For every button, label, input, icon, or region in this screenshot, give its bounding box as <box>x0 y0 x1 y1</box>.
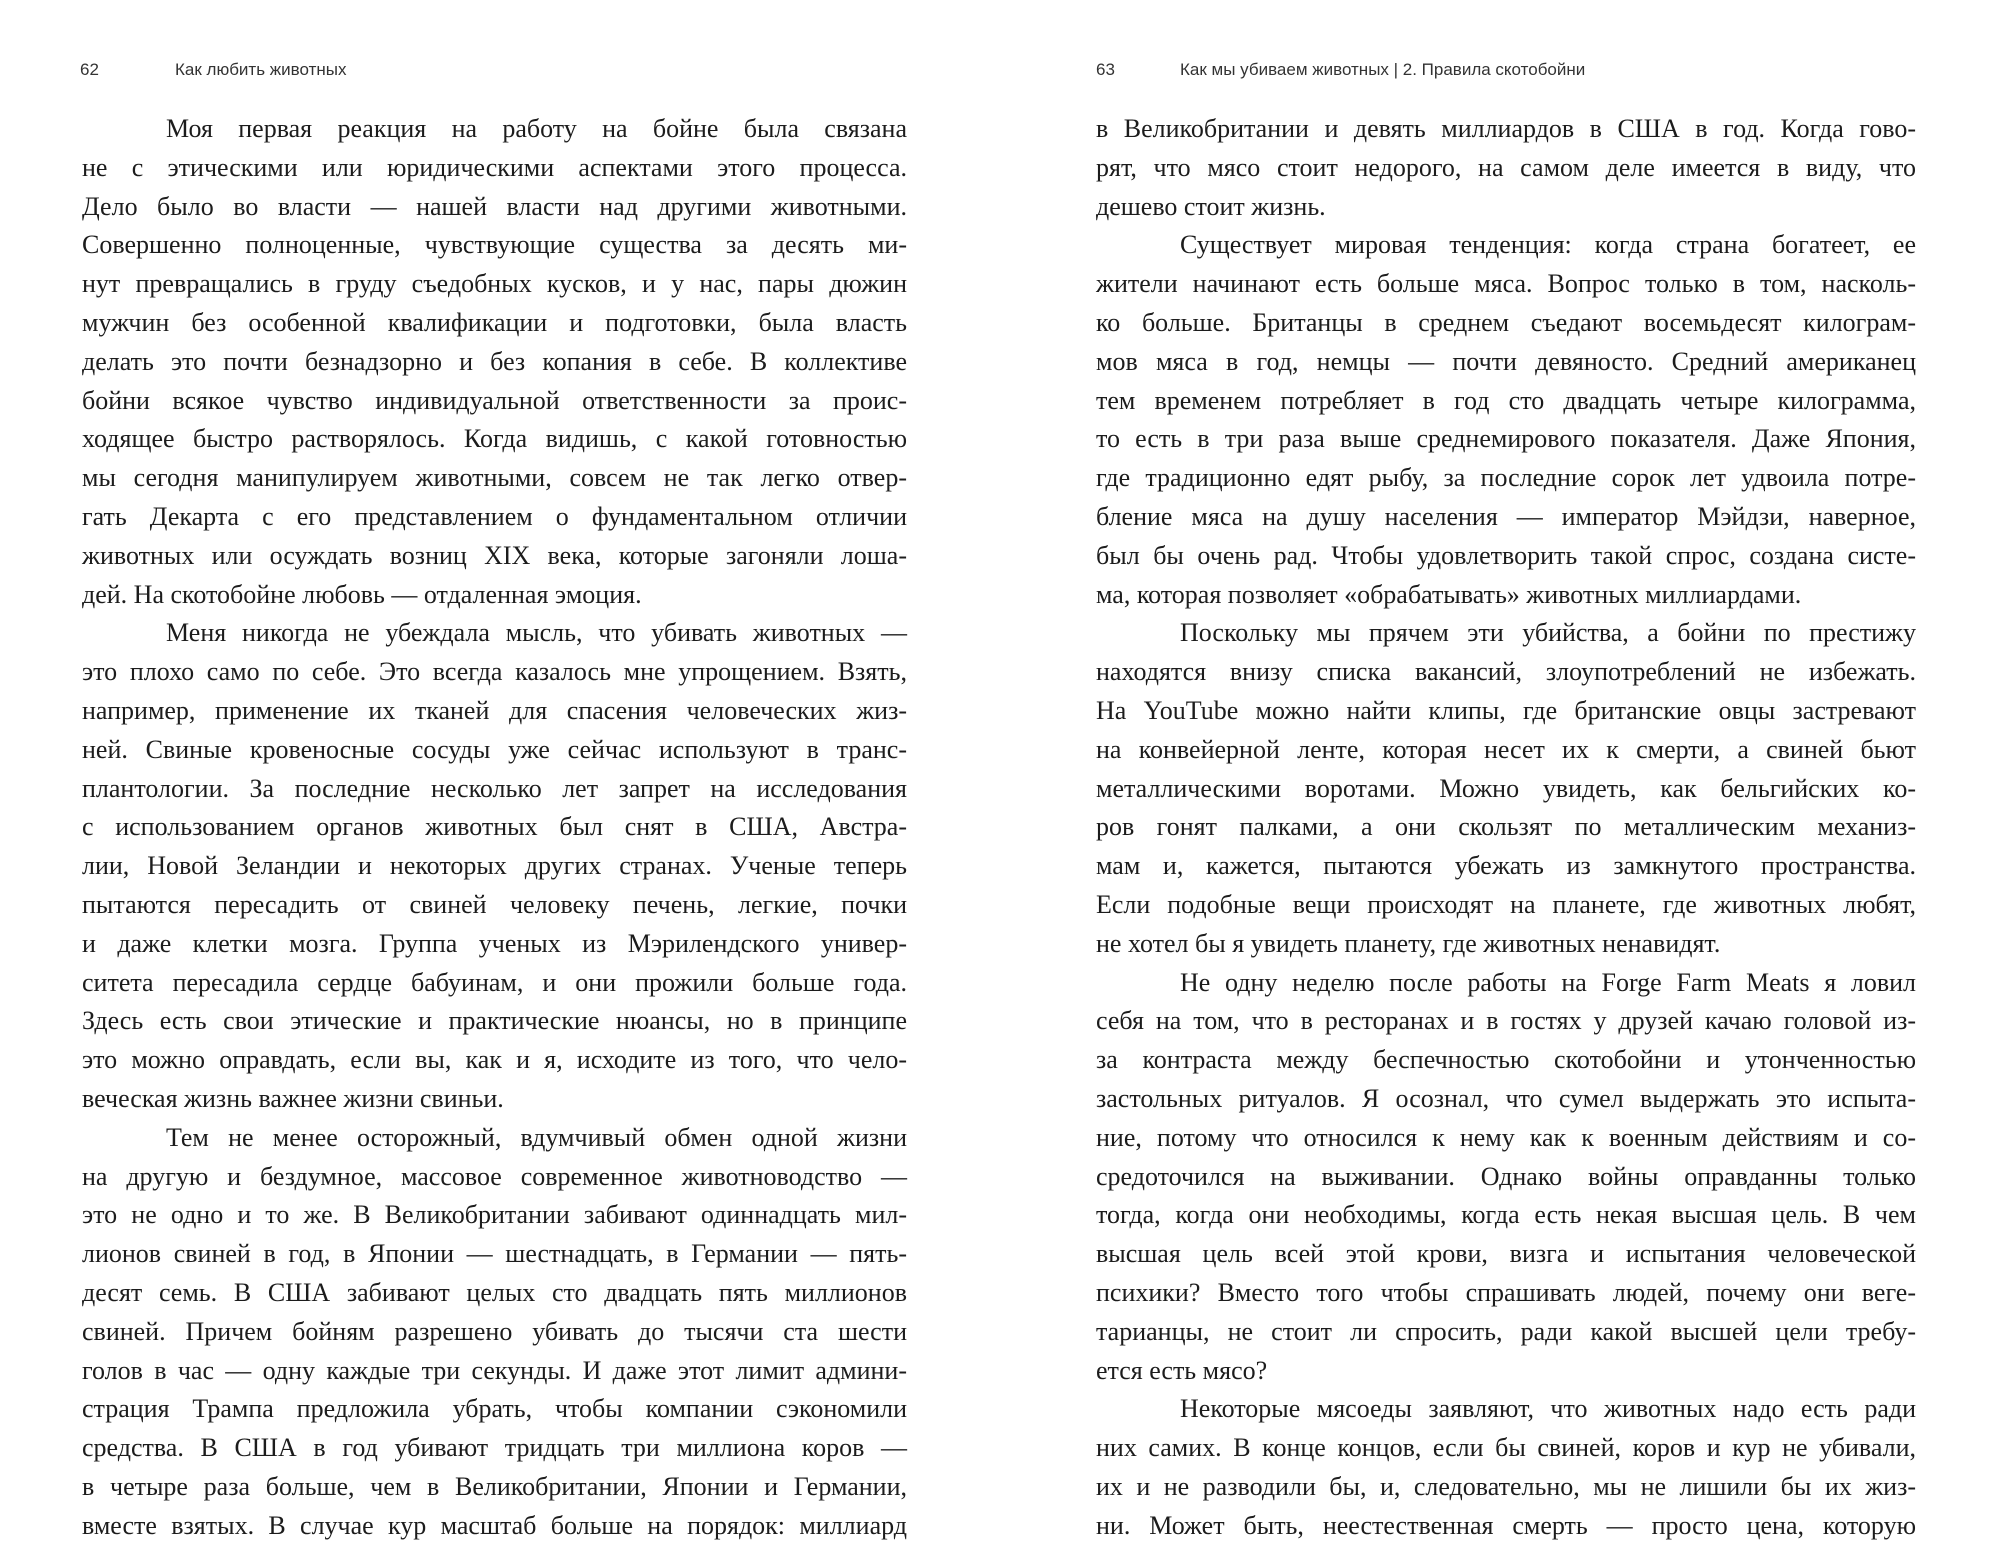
running-head: Как мы убиваем животных | 2. Правила скотобойни <box>1180 60 1586 79</box>
text-line: Меня никогда не убеждала мысль, что убивать животных — <box>166 618 907 648</box>
text-line: Существует мировая тенденция: когда страна богатеет, ее <box>1180 230 1916 260</box>
paragraph <box>1096 110 1916 226</box>
paragraph <box>1096 614 1916 963</box>
text-line: тем временем потребляет в год сто двадцать четыре килограмма, <box>1096 385 1916 415</box>
text-line: ко больше. Британцы в среднем съедают восемьдесят килограм- <box>1096 307 1916 337</box>
text-line: ни. Может быть, неестественная смерть — просто цена, которую <box>1096 1510 1916 1540</box>
text-line: ние, потому что относился к нему как к военным действиям и со- <box>1096 1122 1916 1152</box>
text-line: металлическими воротами. Можно увидеть, как бельгийских ко- <box>1096 773 1916 803</box>
right-page <box>1000 0 2000 1540</box>
text-line: за контраста между беспечностью скотобойни и утонченностью <box>1096 1045 1916 1075</box>
paragraph <box>82 1119 907 1545</box>
text-line: например, применение их тканей для спасения человеческих жиз- <box>82 695 907 725</box>
text-line: ситета пересадила сердце бабуинам, и они прожили больше года. <box>82 967 907 997</box>
body-text <box>1096 110 1916 1545</box>
text-line: делать это почти безнадзорно и без копания в себе. В коллективе <box>82 346 907 376</box>
text-line: нут превращались в груду съедобных кусков, и у нас, пары дюжин <box>82 269 907 299</box>
paragraph <box>1096 964 1916 1391</box>
text-line: тарианцы, не стоит ли спросить, ради какой высшей цели требу- <box>1096 1316 1916 1346</box>
text-line: лии, Новой Зеландии и некоторых других странах. Ученые теперь <box>82 851 907 881</box>
text-line: рят, что мясо стоит недорого, на самом деле имеется в виду, что <box>1096 152 1916 182</box>
text-line: Здесь есть свои этические и практические нюансы, но в принципе <box>82 1006 907 1036</box>
text-line: лионов свиней в год, в Японии — шестнадцать, в Германии — пять- <box>82 1239 907 1269</box>
text-line: тогда, когда они необходимы, когда есть некая высшая цель. В чем <box>1096 1200 1916 1230</box>
text-line: их и не разводили бы, и, следовательно, мы не лишили бы их жиз- <box>1096 1471 1916 1501</box>
text-line: высшая цель всей этой крови, визга и испытания человеческой <box>1096 1239 1916 1269</box>
text-line: и даже клетки мозга. Группа ученых из Мэрилендского универ- <box>82 928 907 958</box>
text-line: это можно оправдать, если вы, как и я, исходите из того, что чело- <box>82 1045 907 1075</box>
text-line: бойни всякое чувство индивидуальной ответственности за проис- <box>82 385 907 415</box>
left-page <box>0 0 1000 1540</box>
text-line: не с этическими или юридическими аспектами этого процесса. <box>82 152 907 182</box>
body-text <box>82 110 907 1545</box>
text-line: бление мяса на душу населения — император Мэйдзи, наверное, <box>1096 501 1916 531</box>
text-line: ходящее быстро растворялось. Когда видишь, с какой готовностью <box>82 424 907 454</box>
text-line: на конвейерной ленте, которая несет их к смерти, а свиней бьют <box>1096 734 1916 764</box>
text-line: себя на том, что в ресторанах и в гостях у друзей качаю головой из- <box>1096 1006 1916 1036</box>
running-head: Как любить животных <box>175 60 347 79</box>
text-line: веческая жизнь важнее жизни свиньи. <box>82 1083 504 1113</box>
text-line: дешево стоит жизнь. <box>1096 191 1326 221</box>
text-line: Совершенно полноценные, чувствующие существа за десять ми- <box>82 230 907 260</box>
text-line: в Великобритании и девять миллиардов в США в год. Когда гово- <box>1096 114 1916 143</box>
text-line: застольных ритуалов. Я осознал, что сумел выдержать это испыта- <box>1096 1083 1916 1113</box>
text-line: дей. На скотобойне любовь — отдаленная эмоция. <box>82 579 642 609</box>
text-line: мы сегодня манипулируем животными, совсем не так легко отвер- <box>82 463 907 493</box>
text-line: них самих. В конце концов, если бы свиней, коров и кур не убивали, <box>1096 1433 1916 1463</box>
text-line: находятся внизу списка вакансий, злоупотреблений не избежать. <box>1096 657 1916 687</box>
text-line: ров гонят палками, а они скользят по металлическим механиз- <box>1096 812 1916 842</box>
text-line: был бы очень рад. Чтобы удовлетворить такой спрос, создана систе- <box>1096 540 1916 570</box>
text-line: на другую и бездумное, массовое современное животноводство — <box>82 1161 907 1191</box>
text-line: голов в час — одну каждые три секунды. И даже этот лимит админи- <box>82 1355 907 1385</box>
page-number: 63 <box>1096 60 1115 79</box>
text-line: Тем не менее осторожный, вдумчивый обмен одной жизни <box>166 1122 907 1152</box>
text-line: Некоторые мясоеды заявляют, что животных надо есть ради <box>1180 1394 1916 1424</box>
text-line: Поскольку мы прячем эти убийства, а бойни по престижу <box>1180 618 1916 648</box>
text-line: психики? Вместо того чтобы спрашивать людей, почему они веге- <box>1096 1277 1916 1307</box>
text-line: Не одну неделю после работы на Forge Farm Meats я ловил <box>1180 967 1916 997</box>
text-line: средоточился на выживании. Однако войны оправданны только <box>1096 1161 1916 1191</box>
paragraph <box>1096 1390 1916 1545</box>
text-line: плантологии. За последние несколько лет запрет на исследования <box>82 773 907 803</box>
paragraph <box>82 110 907 614</box>
text-line: мужчин без особенной квалификации и подготовки, была власть <box>82 307 907 337</box>
text-line: вместе взятых. В случае кур масштаб больше на порядок: миллиард <box>82 1510 907 1540</box>
text-line: ется есть мясо? <box>1096 1355 1268 1385</box>
text-line: ней. Свиные кровеносные сосуды уже сейчас используют в транс- <box>82 734 907 764</box>
paragraph <box>1096 226 1916 614</box>
text-line: ма, которая позволяет «обрабатывать» животных миллиардами. <box>1096 579 1802 609</box>
text-line: Моя первая реакция на работу на бойне была связана <box>166 114 907 143</box>
text-line: гать Декарта с его представлением о фундаментальном отличии <box>82 501 907 531</box>
text-line: где традиционно едят рыбу, за последние сорок лет удвоила потре- <box>1096 463 1916 493</box>
text-line: средства. В США в год убивают тридцать три миллиона коров — <box>82 1433 907 1463</box>
text-line: Дело было во власти — нашей власти над другими животными. <box>82 191 907 221</box>
text-line: то есть в три раза выше среднемирового показателя. Даже Япония, <box>1096 424 1916 454</box>
text-line: это плохо само по себе. Это всегда казалось мне упрощением. Взять, <box>82 657 907 687</box>
text-line: Если подобные вещи происходят на планете, где животных любят, <box>1096 889 1916 919</box>
paragraph <box>82 614 907 1118</box>
text-line: мов мяса в год, немцы — почти девяносто. Средний американец <box>1096 346 1916 376</box>
text-line: мам и, кажется, пытаются убежать из замкнутого пространства. <box>1096 851 1916 881</box>
text-line: На YouTube можно найти клипы, где британские овцы застревают <box>1096 695 1916 725</box>
text-line: это не одно и то же. В Великобритании забивают одиннадцать мил- <box>82 1200 907 1230</box>
text-line: свиней. Причем бойням разрешено убивать до тысячи ста шести <box>82 1316 907 1346</box>
text-line: страция Трампа предложила убрать, чтобы компании сэкономили <box>82 1394 907 1424</box>
text-line: десят семь. В США забивают целых сто двадцать пять миллионов <box>82 1277 907 1307</box>
text-line: жители начинают есть больше мяса. Вопрос только в том, насколь- <box>1096 269 1916 299</box>
text-line: в четыре раза больше, чем в Великобритании, Японии и Германии, <box>82 1471 907 1501</box>
text-line: пытаются пересадить от свиней человеку печень, легкие, почки <box>82 889 907 919</box>
page-number: 62 <box>80 60 99 79</box>
text-line: животных или осуждать возниц XIX века, которые загоняли лоша- <box>82 540 907 570</box>
text-line: с использованием органов животных был снят в США, Австра- <box>82 812 907 842</box>
text-line: не хотел бы я увидеть планету, где животных ненавидят. <box>1096 928 1721 958</box>
